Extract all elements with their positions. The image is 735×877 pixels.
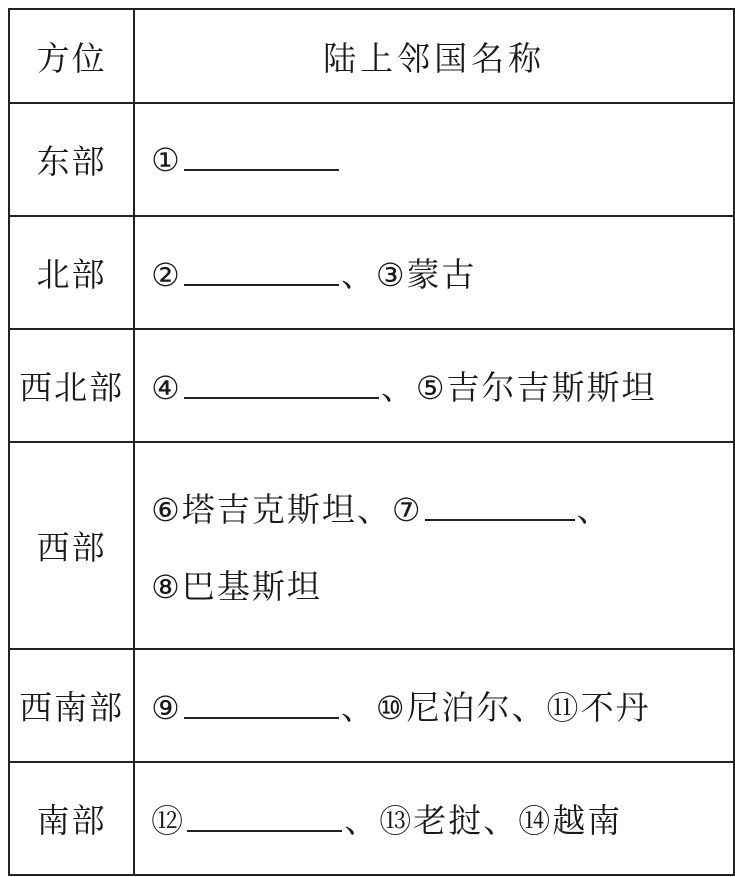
item-number: ⑨ xyxy=(151,689,182,727)
item-number: ⑫ xyxy=(151,802,186,840)
neighbors-cell xyxy=(134,762,734,875)
answer-blank[interactable] xyxy=(425,518,575,521)
neighbors-cell xyxy=(134,329,734,442)
neighbors-line xyxy=(151,362,733,409)
answer-blank[interactable] xyxy=(184,396,379,399)
separator: 、 xyxy=(511,688,547,727)
neighbor-countries-table xyxy=(8,8,735,876)
item-number: ⑧ xyxy=(151,567,182,606)
table-row xyxy=(9,442,734,649)
answer-blank[interactable] xyxy=(184,716,339,719)
neighbors-cell xyxy=(134,103,734,216)
table-row xyxy=(9,329,734,442)
separator: 、 xyxy=(380,368,416,407)
country-name: 吉尔吉斯斯坦 xyxy=(446,368,657,407)
table-row xyxy=(9,762,734,875)
neighbors-line xyxy=(151,249,733,296)
country-name: 老挝 xyxy=(413,801,484,840)
table-row xyxy=(9,216,734,329)
country-name: 越南 xyxy=(552,801,623,840)
item-number: ⑤ xyxy=(415,369,447,407)
neighbors-cell xyxy=(134,442,734,649)
item-number: ⑭ xyxy=(518,802,553,840)
country-name: 蒙古 xyxy=(406,255,477,294)
table-header-row xyxy=(9,9,734,103)
country-name: 巴基斯坦 xyxy=(181,566,322,606)
item-number: ① xyxy=(151,140,182,179)
table-row xyxy=(9,649,734,762)
neighbors-line xyxy=(151,682,733,729)
direction-cell: 西部 xyxy=(9,442,134,649)
separator: 、 xyxy=(356,489,392,529)
answer-blank[interactable] xyxy=(184,283,339,286)
neighbors-cell xyxy=(134,649,734,762)
header-neighbors: 陆上邻国名称 xyxy=(134,9,734,103)
direction-cell: 西北部 xyxy=(9,329,134,442)
separator: 、 xyxy=(340,688,376,727)
answer-blank[interactable] xyxy=(187,829,342,832)
neighbors-line xyxy=(151,561,733,608)
item-number: ③ xyxy=(375,256,407,294)
country-name: 尼泊尔 xyxy=(406,688,512,727)
direction-cell: 北部 xyxy=(9,216,134,329)
separator: 、 xyxy=(340,255,376,294)
neighbors-cell xyxy=(134,216,734,329)
neighbors-line xyxy=(151,141,733,179)
direction-cell: 南部 xyxy=(9,762,134,875)
neighbors-line xyxy=(151,484,733,531)
table-row xyxy=(9,103,734,216)
item-number: ④ xyxy=(151,369,182,407)
neighbors-line xyxy=(151,795,733,842)
item-number: ② xyxy=(151,256,182,294)
item-number: ⑦ xyxy=(391,490,423,529)
item-number: ⑩ xyxy=(375,689,407,727)
separator: 、 xyxy=(483,801,519,840)
direction-cell: 东部 xyxy=(9,103,134,216)
item-number: ⑬ xyxy=(379,802,414,840)
item-number: ⑥ xyxy=(151,490,182,529)
answer-blank[interactable] xyxy=(184,168,339,171)
country-name: 塔吉克斯坦 xyxy=(181,489,357,529)
separator: 、 xyxy=(576,489,612,529)
item-number: ⑪ xyxy=(546,689,581,727)
header-direction: 方位 xyxy=(9,9,134,103)
country-name: 不丹 xyxy=(580,688,651,727)
separator: 、 xyxy=(344,801,380,840)
direction-cell: 西南部 xyxy=(9,649,134,762)
